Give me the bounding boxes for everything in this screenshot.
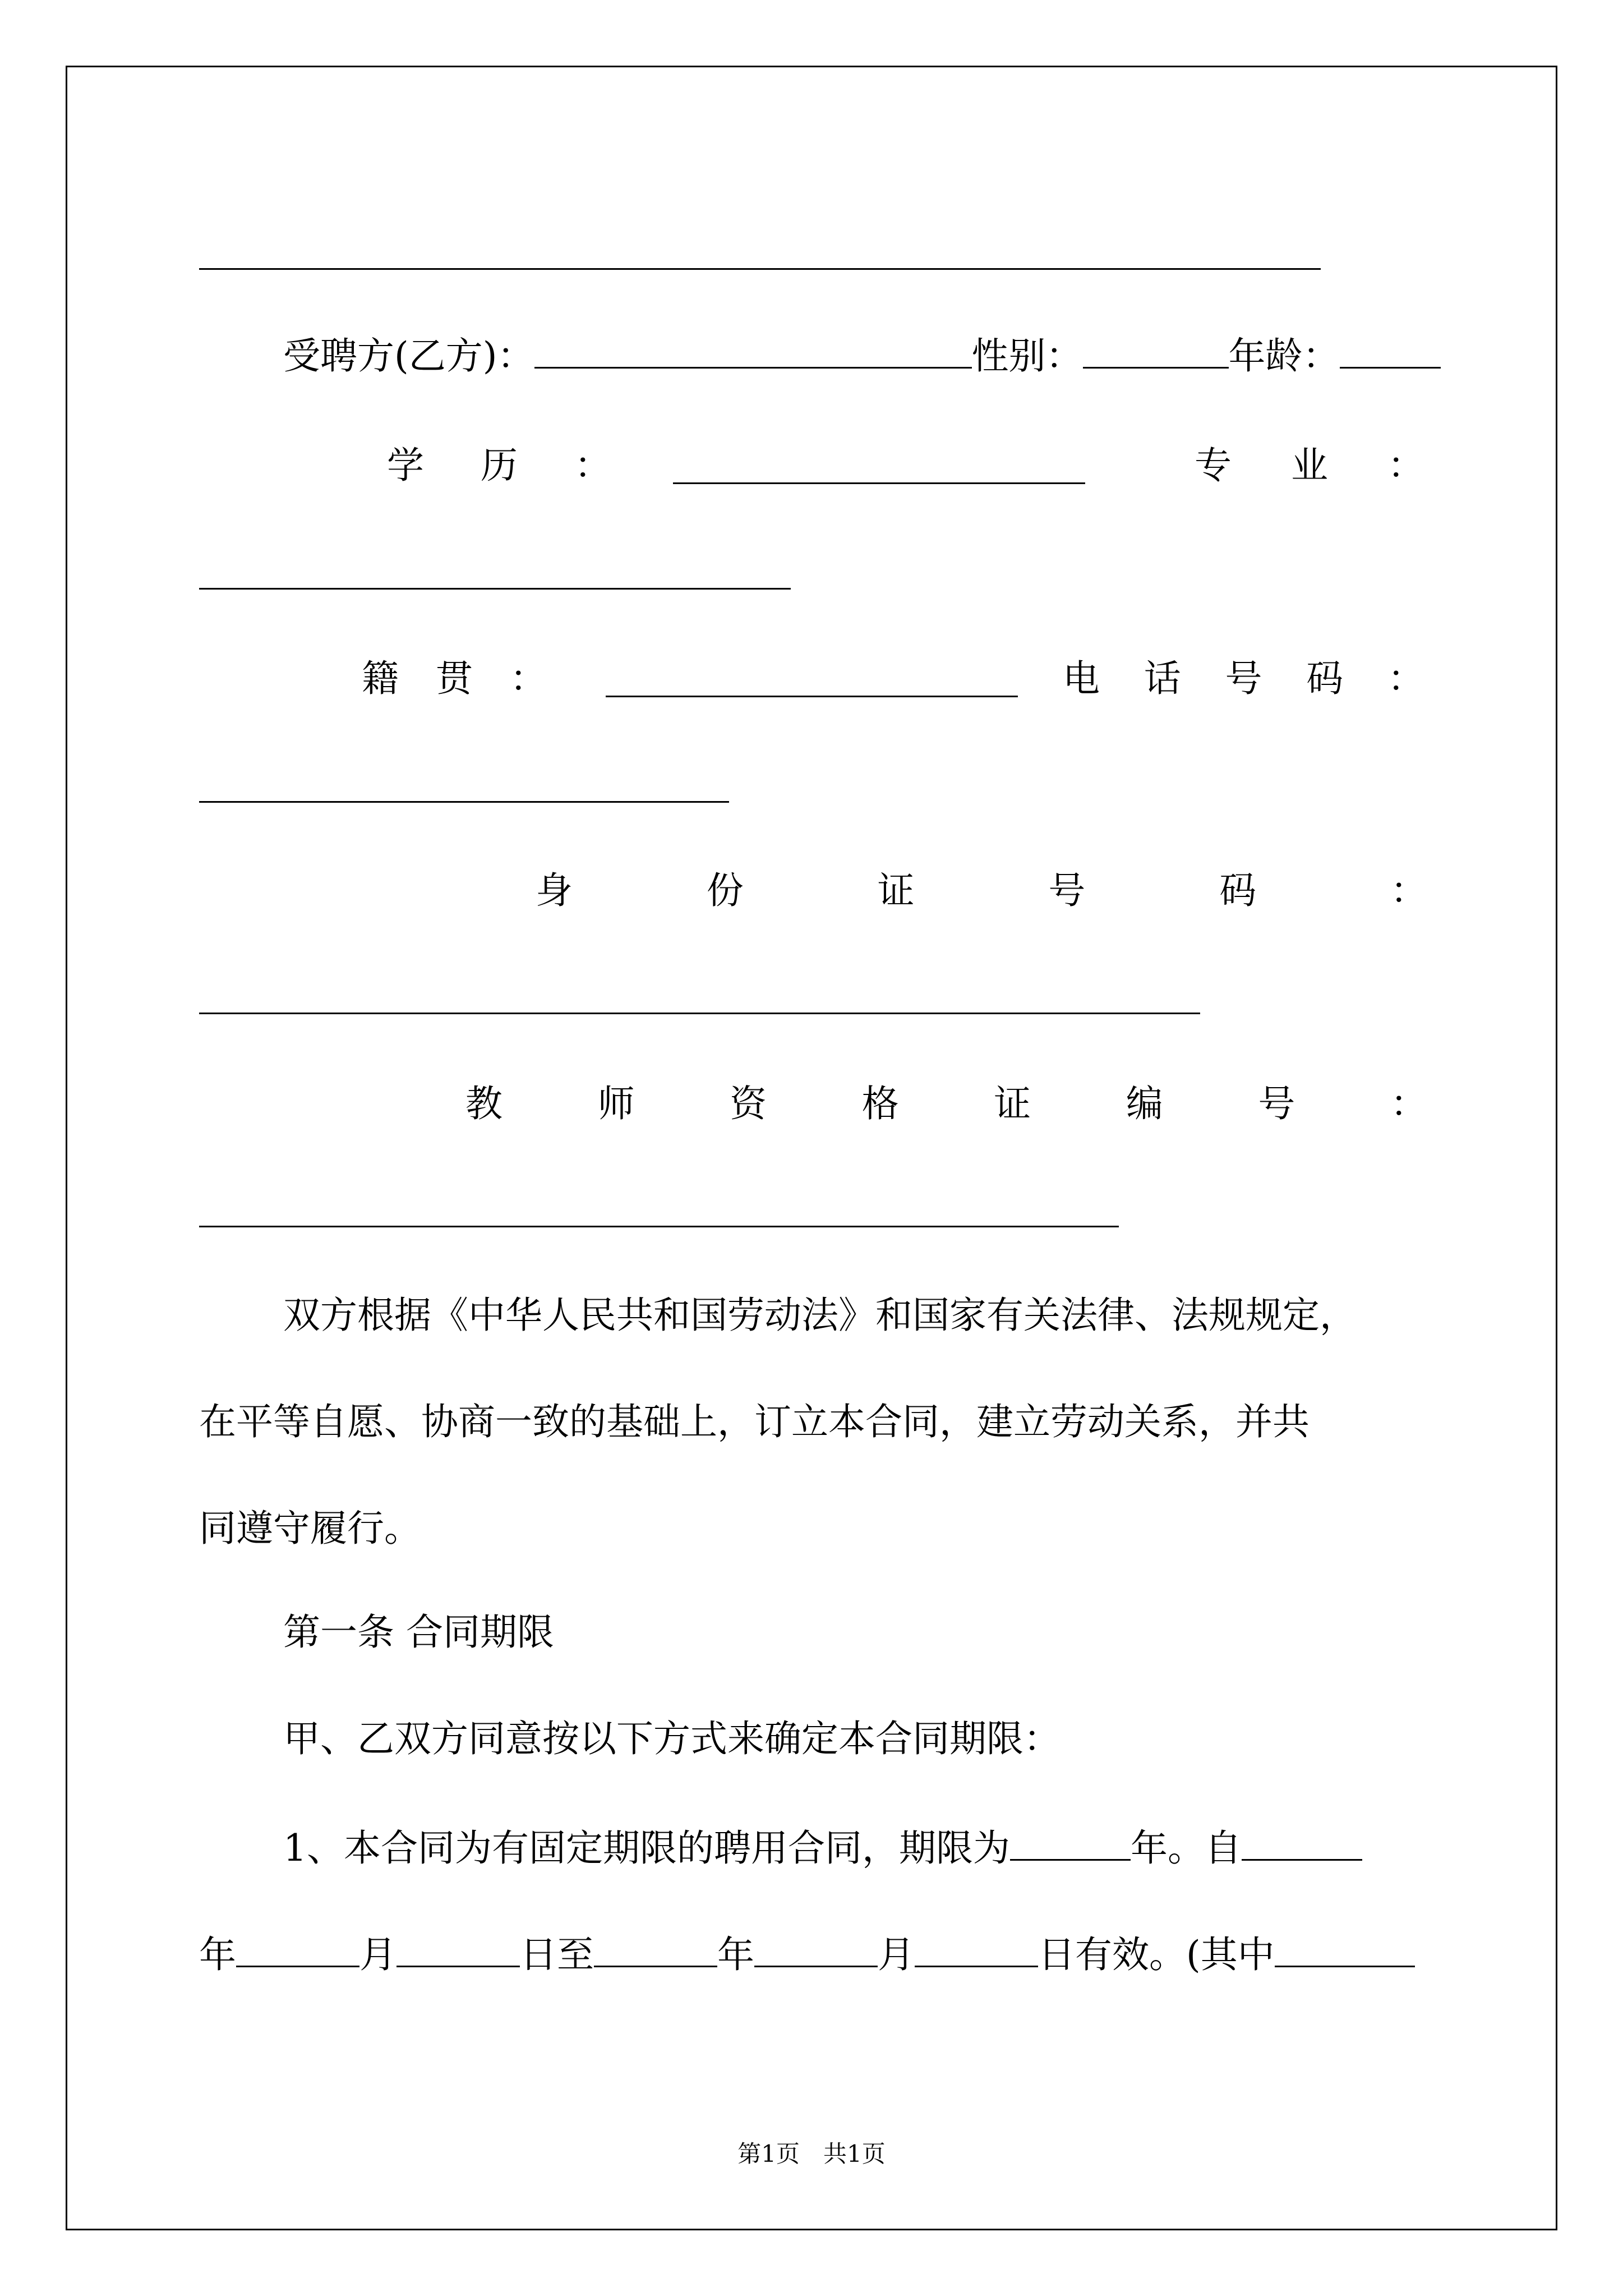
education-char: 学 — [387, 444, 424, 487]
age-blank[interactable] — [1340, 331, 1441, 369]
phone-char: 码 — [1306, 657, 1344, 700]
end-year-blank[interactable] — [594, 1930, 717, 1967]
article-intro: 甲、乙双方同意按以下方式来确定本合同期限： — [283, 1717, 1061, 1760]
teacher-cert-char: 证 — [994, 1082, 1031, 1125]
native-place-char: ： — [510, 657, 547, 700]
id-number-char: 号 — [1048, 869, 1086, 912]
party-b-line — [199, 331, 1424, 376]
id-number-line — [536, 868, 1427, 913]
term-line-1 — [199, 1823, 1424, 1868]
party-b-label: 受聘方(乙方)： — [283, 334, 534, 378]
native-place-label — [362, 656, 547, 701]
education-major-line — [387, 443, 1424, 488]
teacher-cert-char: 师 — [597, 1082, 635, 1125]
term-text: 1、本合同为有固定期限的聘用合同，期限为 — [283, 1826, 1010, 1870]
id-number-label — [536, 868, 1427, 913]
end-month-blank[interactable] — [754, 1930, 878, 1967]
id-number-char: ： — [1390, 869, 1427, 912]
term-text: 月 — [359, 1933, 396, 1976]
term-text: 年。自 — [1131, 1826, 1242, 1870]
native-place-char: 贯 — [436, 657, 473, 700]
education-char: ： — [574, 444, 611, 487]
end-day-blank[interactable] — [915, 1930, 1038, 1967]
gender-label: 性别： — [971, 334, 1083, 378]
major-char: ： — [1387, 444, 1424, 487]
major-char: 业 — [1291, 444, 1328, 487]
term-text: 月 — [878, 1933, 915, 1976]
teacher-cert-line — [465, 1082, 1427, 1126]
start-year-blank[interactable] — [1242, 1823, 1362, 1861]
term-line-2 — [199, 1930, 1424, 1975]
id-number-blank[interactable] — [199, 1013, 1200, 1014]
phone-char: ： — [1387, 657, 1424, 700]
term-text: 年 — [717, 1933, 754, 1976]
gender-blank[interactable] — [1083, 331, 1229, 369]
id-number-char: 身 — [536, 869, 573, 912]
party-b-blank[interactable] — [534, 331, 972, 369]
phone-char: 电 — [1063, 657, 1100, 700]
article-title: 第一条 合同期限 — [283, 1611, 554, 1654]
teacher-cert-char: 编 — [1126, 1082, 1163, 1125]
teacher-cert-char: 号 — [1258, 1082, 1295, 1125]
start-day-blank[interactable] — [396, 1930, 520, 1967]
phone-label — [1063, 656, 1424, 701]
phone-char: 话 — [1144, 657, 1181, 700]
education-char: 历 — [481, 444, 518, 487]
probation-blank[interactable] — [1275, 1930, 1415, 1967]
age-label: 年龄： — [1228, 334, 1340, 378]
start-month-blank[interactable] — [236, 1930, 359, 1967]
education-blank[interactable] — [673, 482, 1085, 484]
term-text: 日有效。(其中 — [1038, 1933, 1275, 1976]
native-phone-line — [362, 656, 1424, 701]
term-text: 年 — [199, 1933, 236, 1976]
education-label — [387, 443, 611, 488]
teacher-cert-char: 资 — [730, 1082, 767, 1125]
major-label — [1195, 443, 1424, 488]
major-char: 专 — [1195, 444, 1232, 487]
paragraph-line: 双方根据《中华人民共和国劳动法》和国家有关法律、法规规定， — [283, 1294, 1357, 1337]
id-number-char: 份 — [706, 869, 744, 912]
native-place-blank[interactable] — [606, 696, 1018, 697]
phone-blank[interactable] — [199, 801, 729, 803]
id-number-char: 码 — [1219, 869, 1257, 912]
major-blank[interactable] — [199, 588, 791, 590]
paragraph-line: 同遵守履行。 — [199, 1507, 421, 1550]
term-years-blank[interactable] — [1010, 1823, 1131, 1861]
term-text: 日至 — [520, 1933, 594, 1976]
phone-char: 号 — [1225, 657, 1262, 700]
blank-line-top — [199, 268, 1321, 270]
id-number-char: 证 — [877, 869, 915, 912]
teacher-cert-char: 教 — [465, 1082, 502, 1125]
page-footer: 第1页 共1页 — [737, 2140, 886, 2168]
teacher-cert-char: ： — [1390, 1082, 1427, 1125]
teacher-cert-char: 格 — [861, 1082, 899, 1125]
paragraph-line: 在平等自愿、协商一致的基础上，订立本合同，建立劳动关系，并共 — [199, 1400, 1310, 1443]
teacher-cert-label — [465, 1082, 1427, 1126]
native-place-char: 籍 — [362, 657, 399, 700]
teacher-cert-blank[interactable] — [199, 1226, 1119, 1227]
